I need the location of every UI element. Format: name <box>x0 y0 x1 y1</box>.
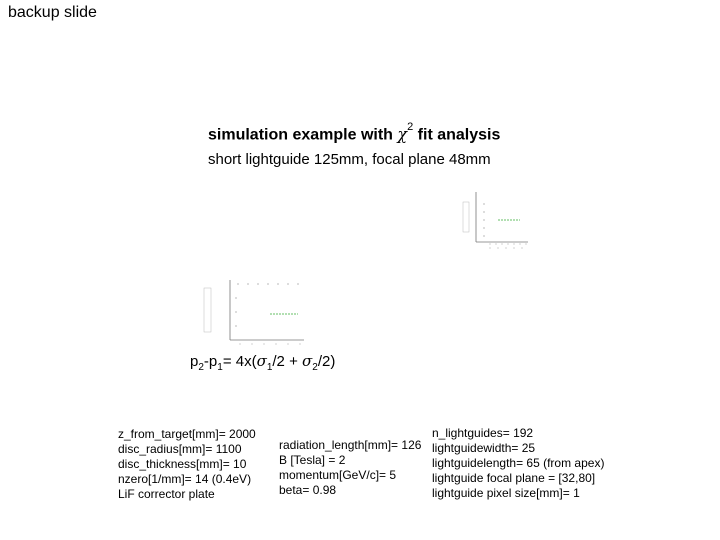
formula-sub-1: 1 <box>217 362 223 373</box>
plot-lower-axes <box>230 280 304 340</box>
plot-upper-axes <box>476 192 528 242</box>
formula-sigma-sub-2: 2 <box>312 362 318 373</box>
params-left-block <box>118 427 256 502</box>
param-line: B [Tesla] = 2 <box>279 453 346 467</box>
plot-lower-dots <box>235 283 300 344</box>
plot-upper-ylabel <box>463 202 469 232</box>
formula-p2: p <box>190 353 199 370</box>
param-line: radiation_length[mm]= 126 <box>279 438 422 452</box>
heading-suffix: fit analysis <box>417 126 501 144</box>
formula-equals: = 4x( <box>222 353 257 370</box>
formula-sub-2: 2 <box>198 362 204 373</box>
formula-end: /2) <box>317 353 336 370</box>
params-middle-block <box>279 438 421 498</box>
param-line: disc_thickness[mm]= 10 <box>118 457 247 471</box>
params-right-block <box>432 426 604 501</box>
formula-sigma-sub-1: 1 <box>266 362 273 373</box>
chi-symbol: χ <box>397 124 408 144</box>
param-line: lightguidelength= 65 (from apex) <box>432 456 605 470</box>
formula-minus-p: -p <box>203 353 218 370</box>
sigma-symbol: σ <box>302 352 313 370</box>
chi-superscript: 2 <box>407 121 414 133</box>
param-line: lightguide focal plane = [32,80] <box>432 471 596 485</box>
slide-subheading: short lightguide 125mm, focal plane 48mm <box>208 151 491 168</box>
thumbnail-plot-lower <box>200 278 310 350</box>
param-line: nzero[1/mm]= 14 (0.4eV) <box>118 472 252 486</box>
heading-prefix: simulation example with <box>208 126 393 144</box>
slide-heading <box>208 121 501 144</box>
param-line: lightguidewidth= 25 <box>432 441 536 455</box>
param-line: LiF corrector plate <box>118 487 215 501</box>
param-line: beta= 0.98 <box>279 483 337 497</box>
param-line: n_lightguides= 192 <box>432 426 534 440</box>
param-line: disc_radius[mm]= 1100 <box>118 442 242 456</box>
resolution-formula <box>190 352 335 373</box>
thumbnail-plot-upper <box>460 190 530 250</box>
plot-lower-ylabel <box>204 288 211 332</box>
param-line: lightguide pixel size[mm]= 1 <box>432 486 580 500</box>
param-line: momentum[GeV/c]= 5 <box>279 468 397 482</box>
formula-middle: /2 + <box>272 353 302 370</box>
slide-label: backup slide <box>8 4 97 21</box>
param-line: z_from_target[mm]= 2000 <box>118 427 256 441</box>
sigma-symbol: σ <box>256 352 267 370</box>
